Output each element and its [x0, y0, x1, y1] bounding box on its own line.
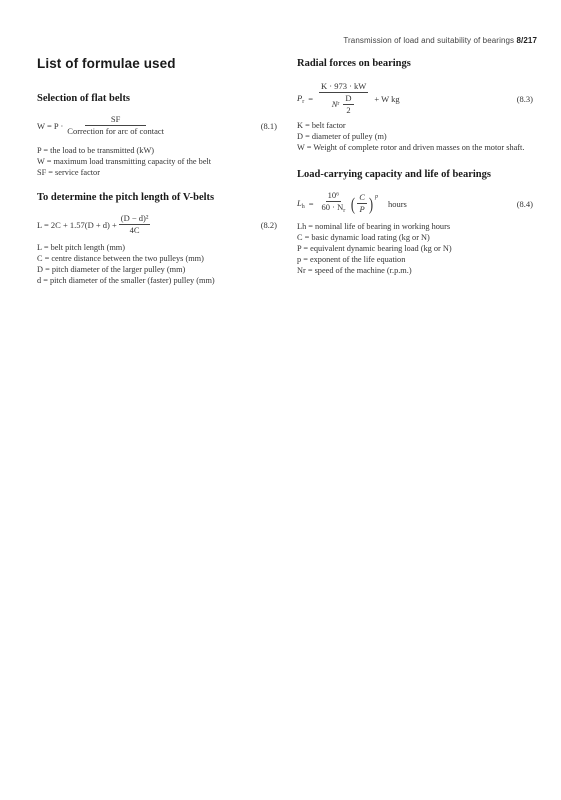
- definition-item: K = belt factor: [297, 121, 346, 130]
- definition-item: L = belt pitch length (mm): [37, 243, 126, 252]
- definition-item: D = pitch diameter of the larger pulley (mm): [37, 265, 186, 274]
- eq-8-3-numerator: K · 973 · kW: [321, 81, 367, 91]
- eq-8-1-lhs: W = P ·: [37, 120, 64, 131]
- left-column: [37, 56, 277, 286]
- eq-8-3-inner-fraction: [343, 93, 353, 116]
- eq-8-4-ratio-top: C: [359, 192, 365, 202]
- eq-8-3-lhs-var: P: [297, 92, 303, 103]
- eq-8-4-denominator: [320, 202, 348, 217]
- eq-8-4-den-sub: r: [343, 208, 346, 214]
- eq-8-4-fraction: [320, 190, 348, 217]
- eq-8-3-lhs-sub: r: [302, 98, 305, 105]
- definition-item: P = equivalent dynamic bearing load (kg or N): [297, 244, 452, 253]
- eq-8-3-inner-top: D: [345, 93, 352, 103]
- definition-item: P = the load to be transmitted (kW): [37, 146, 155, 155]
- life-definitions: [297, 221, 533, 276]
- definition-item: W = Weight of complete rotor and driven masses on the motor shaft.: [297, 143, 525, 152]
- equation-8-2: [37, 213, 277, 236]
- page-title: List of formulae used: [37, 56, 176, 71]
- eq-8-3-lhs: [297, 93, 304, 105]
- equation-8-1: [37, 114, 277, 137]
- radial-definitions: [297, 120, 533, 153]
- eq-8-3-inner-bottom: 2: [346, 105, 351, 115]
- eq-8-4-lhs-sub: h: [301, 203, 305, 210]
- v-belts-heading: To determine the pitch length of V-belts: [37, 192, 215, 203]
- eq-8-3-equals: =: [308, 93, 313, 104]
- eq-8-1-fraction: [65, 114, 166, 137]
- right-paren: ): [368, 193, 374, 214]
- definition-item: Nr = speed of the machine (r.p.m.): [297, 266, 412, 275]
- eq-8-1-denominator: Correction for arc of contact: [67, 126, 165, 136]
- equation-8-3: [297, 81, 533, 116]
- page-number: 8/217: [516, 36, 537, 45]
- eq-8-3-fraction: [319, 81, 368, 116]
- definition-item: SF = service factor: [37, 168, 100, 177]
- definition-item: C = basic dynamic load rating (kg or N): [297, 233, 430, 242]
- eq-8-4-lhs-var: L: [297, 197, 302, 208]
- flat-belts-definitions: [37, 145, 277, 178]
- eq-8-3-denominator: [330, 93, 358, 116]
- eq-8-4-den-text: 60 · N: [321, 202, 344, 212]
- definition-item: D = diameter of pulley (m): [297, 132, 387, 141]
- eq-8-4-equals: =: [308, 198, 314, 209]
- running-head: [343, 36, 537, 45]
- eq-8-2-denominator: 4C: [129, 225, 140, 235]
- eq-8-2-number: (8.2): [260, 219, 277, 230]
- eq-8-2-numerator: (D − d)²: [120, 213, 149, 223]
- eq-8-2-fraction: [119, 213, 151, 236]
- eq-8-3-den-sub: r: [337, 101, 340, 107]
- definition-item: W = maximum load transmitting capacity of the belt: [37, 157, 212, 166]
- eq-8-4-lhs: [297, 198, 305, 210]
- eq-8-1-numerator: SF: [85, 114, 146, 126]
- flat-belts-heading: Selection of flat belts: [37, 93, 131, 104]
- left-paren: (: [351, 193, 356, 214]
- eq-8-3-number: (8.3): [516, 93, 533, 104]
- eq-8-3-tail: + W kg: [374, 93, 400, 104]
- definition-item: Lh = nominal life of bearing in working hours: [297, 222, 451, 231]
- eq-8-4-ratio-bottom: P: [359, 204, 365, 214]
- definition-item: C = centre distance between the two pulleys (mm): [37, 254, 204, 263]
- eq-8-3-den-var: N: [331, 99, 338, 109]
- eq-8-4-number: (8.4): [516, 198, 533, 209]
- eq-8-4-exponent: p: [374, 193, 378, 200]
- eq-8-1-number: (8.1): [260, 120, 277, 131]
- eq-8-4-numerator: 10⁶: [327, 190, 340, 200]
- eq-8-2-lhs: L = 2C + 1.57(D + d) +: [37, 219, 117, 230]
- v-belts-definitions: [37, 242, 277, 286]
- life-heading: Load-carrying capacity and life of bearings: [297, 169, 491, 180]
- radial-forces-heading: Radial forces on bearings: [297, 58, 411, 69]
- eq-8-4-unit: hours: [387, 198, 407, 209]
- definition-item: p = exponent of the life equation: [297, 255, 406, 264]
- definition-item: d = pitch diameter of the smaller (faster) pulley (mm): [37, 276, 215, 285]
- eq-8-4-ratio: [357, 192, 367, 215]
- equation-8-4: [297, 190, 533, 217]
- right-column: [297, 56, 533, 276]
- running-title: Transmission of load and suitability of bearings: [343, 36, 515, 45]
